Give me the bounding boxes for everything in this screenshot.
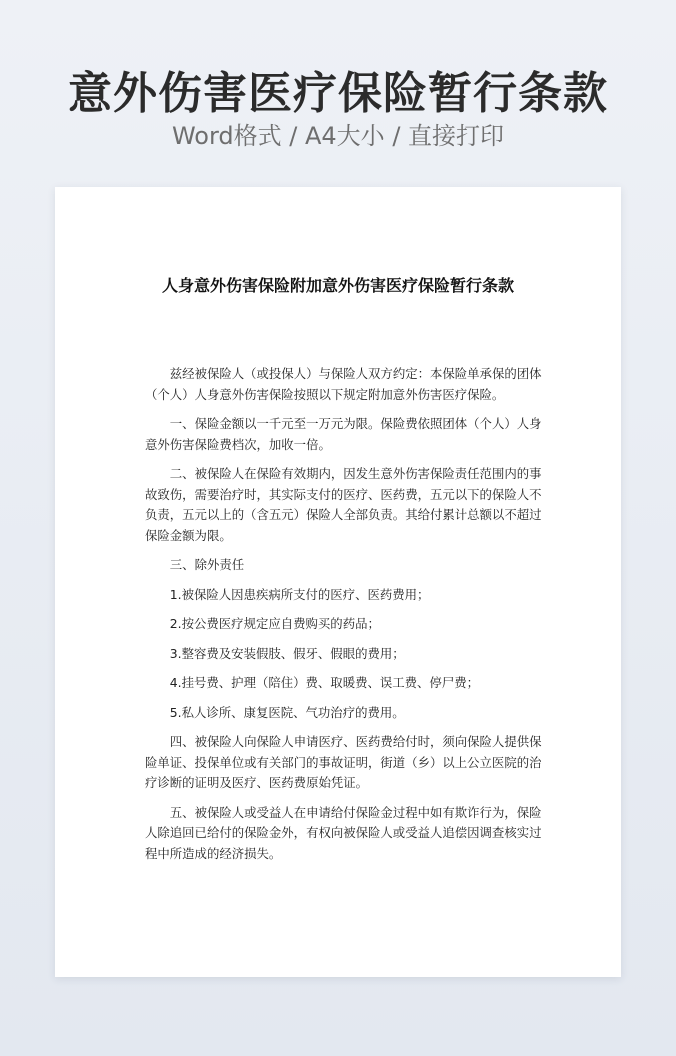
document-body xyxy=(145,364,545,873)
exclusion-item: 1.被保险人因患疾病所支付的医疗、医药费用； xyxy=(169,586,430,602)
clause-5-paragraph: 五、被保险人或受益人在申请给付保险金过程中如有欺诈行为，保险人除追回已给付的保险金外，有权向被保险人或受益人追偿因调查核实过程中所造成的经济损失。 xyxy=(145,804,542,861)
document-title: 人身意外伤害保险附加意外伤害医疗保险暂行条款 xyxy=(161,276,514,295)
exclusion-item: 3.整容费及安装假肢、假牙、假眼的费用； xyxy=(169,645,405,661)
banner-title: 意外伤害医疗保险暂行条款 xyxy=(68,68,608,119)
exclusion-item: 2.按公费医疗规定应自费购买的药品； xyxy=(169,616,380,631)
intro-paragraph: 兹经被保险人（或投保人）与保险人双方约定：本保险单承保的团体（个人）人身意外伤害保险按照以下规定附加意外伤害医疗保险。 xyxy=(145,366,542,402)
banner-subtitle: Word格式 / A4大小 / 直接打印 xyxy=(171,122,505,150)
clause-1-paragraph: 一、保险金额以一千元至一万元为限。保险费依照团体（个人）人身意外伤害保险费档次，加收一倍。 xyxy=(145,416,542,452)
clause-2-paragraph: 二、被保险人在保险有效期内，因发生意外伤害保险责任范围内的事故致伤，需要治疗时，其实际支付的医疗、医药费，五元以下的保险人不负责，五元以上的（含五元）保险人全部负责。其给付累计总额以不超过保险金额为限。 xyxy=(145,466,542,543)
exclusion-item: 4.挂号费、护理（陪住）费、取暖费、误工费、停尸费； xyxy=(169,675,479,690)
clause-3-heading: 三、除外责任 xyxy=(169,557,245,572)
clause-4-paragraph: 四、被保险人向保险人申请医疗、医药费给付时，须向保险人提供保险单证、投保单位或有关部门的事故证明，街道（乡）以上公立医院的治疗诊断的证明及医疗、医药费原始凭证。 xyxy=(145,734,542,790)
exclusion-item: 5.私人诊所、康复医院、气功治疗的费用。 xyxy=(169,704,405,720)
document-page xyxy=(55,187,621,977)
